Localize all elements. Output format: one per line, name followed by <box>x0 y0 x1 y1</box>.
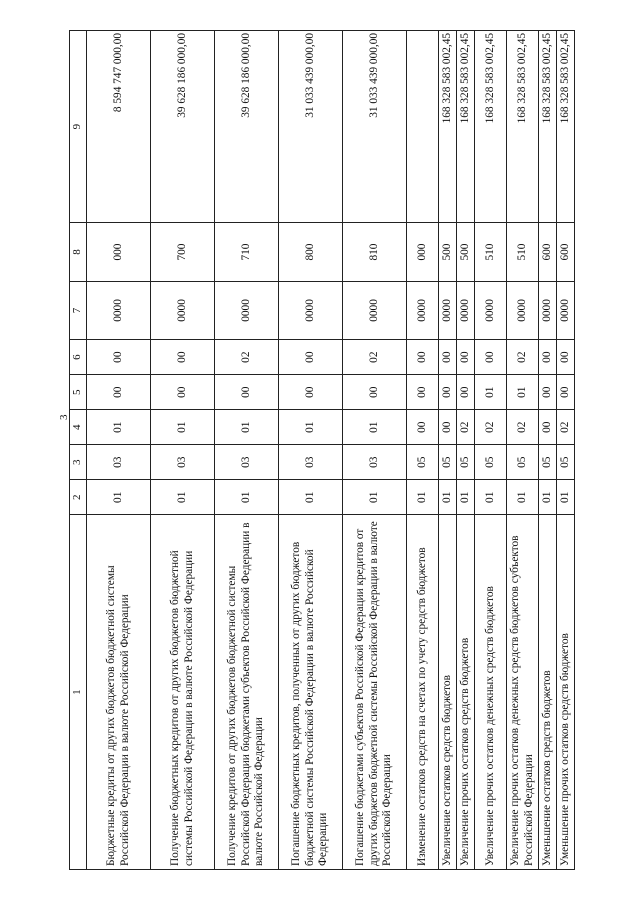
code-cell-c8: 510 <box>507 223 539 281</box>
code-cell-c7: 0000 <box>457 281 475 339</box>
code-cell-c3: 03 <box>215 445 279 480</box>
table-row <box>215 31 279 870</box>
amount-cell: 168 328 583 002,45 <box>557 31 575 223</box>
row-name-cell: Получение кредитов от других бюджетов бюджетной системы Российской Федерации бюджетами субъектов Российской Федерации в валюте Российской Федерации <box>215 515 279 870</box>
amount-cell: 31 033 439 000,00 <box>279 31 343 223</box>
code-cell-c4: 00 <box>407 410 439 445</box>
code-cell-c3: 05 <box>407 445 439 480</box>
code-cell-c5: 00 <box>215 375 279 410</box>
code-cell-c6: 02 <box>343 340 407 375</box>
code-cell-c3: 03 <box>87 445 151 480</box>
column-header: 9 <box>70 31 87 223</box>
code-cell-c7: 0000 <box>507 281 539 339</box>
code-cell-c3: 05 <box>475 445 507 480</box>
code-cell-c6: 00 <box>557 340 575 375</box>
row-name-cell: Уменьшение остатков средств бюджетов <box>539 515 557 870</box>
code-cell-c6: 00 <box>439 340 457 375</box>
table-row <box>439 31 457 870</box>
code-cell-c8: 700 <box>151 223 215 281</box>
table-row <box>539 31 557 870</box>
code-cell-c7: 0000 <box>343 281 407 339</box>
amount-cell: 39 628 186 000,00 <box>151 31 215 223</box>
code-cell-c8: 710 <box>215 223 279 281</box>
code-cell-c5: 00 <box>439 375 457 410</box>
row-name-cell: Изменение остатков средств на счетах по учету средств бюджетов <box>407 515 439 870</box>
row-name-cell: Погашение бюджетами субъектов Российской Федерации кредитов от других бюджетов бюджетной системы Российской Федерации в валюте Российской Федерации <box>343 515 407 870</box>
column-header: 1 <box>70 515 87 870</box>
code-cell-c8: 510 <box>475 223 507 281</box>
code-cell-c2: 01 <box>343 480 407 515</box>
code-cell-c4: 01 <box>279 410 343 445</box>
amount-cell: 39 628 186 000,00 <box>215 31 279 223</box>
code-cell-c8: 500 <box>439 223 457 281</box>
code-cell-c4: 00 <box>539 410 557 445</box>
row-name-cell: Увеличение прочих остатков денежных средств бюджетов субъектов Российской Федерации <box>507 515 539 870</box>
code-cell-c4: 02 <box>475 410 507 445</box>
code-cell-c2: 01 <box>507 480 539 515</box>
code-cell-c8: 000 <box>87 223 151 281</box>
code-cell-c7: 0000 <box>215 281 279 339</box>
page-number: 3 <box>58 414 70 420</box>
column-header: 6 <box>70 340 87 375</box>
code-cell-c2: 01 <box>539 480 557 515</box>
code-cell-c8: 500 <box>457 223 475 281</box>
code-cell-c3: 05 <box>539 445 557 480</box>
code-cell-c3: 03 <box>343 445 407 480</box>
table-row <box>407 31 439 870</box>
code-cell-c5: 00 <box>407 375 439 410</box>
code-cell-c6: 00 <box>279 340 343 375</box>
code-cell-c4: 01 <box>343 410 407 445</box>
amount-cell: 168 328 583 002,45 <box>507 31 539 223</box>
code-cell-c5: 00 <box>343 375 407 410</box>
column-header: 4 <box>70 410 87 445</box>
code-cell-c4: 02 <box>557 410 575 445</box>
code-cell-c4: 01 <box>215 410 279 445</box>
code-cell-c5: 00 <box>539 375 557 410</box>
code-cell-c2: 01 <box>215 480 279 515</box>
code-cell-c2: 01 <box>151 480 215 515</box>
amount-cell <box>407 31 439 223</box>
amount-cell: 168 328 583 002,45 <box>539 31 557 223</box>
table-row <box>343 31 407 870</box>
code-cell-c7: 0000 <box>151 281 215 339</box>
code-cell-c3: 05 <box>457 445 475 480</box>
code-cell-c8: 600 <box>539 223 557 281</box>
code-cell-c8: 800 <box>279 223 343 281</box>
amount-cell: 168 328 583 002,45 <box>439 31 457 223</box>
table-row <box>557 31 575 870</box>
code-cell-c7: 0000 <box>475 281 507 339</box>
code-cell-c8: 000 <box>407 223 439 281</box>
code-cell-c7: 0000 <box>539 281 557 339</box>
table-row <box>87 31 151 870</box>
row-name-cell: Получение бюджетных кредитов от других бюджетов бюджетной системы Российской Федерации в валюте Российской Федерации <box>151 515 215 870</box>
table-row <box>457 31 475 870</box>
code-cell-c4: 00 <box>439 410 457 445</box>
amount-cell: 8 594 747 000,00 <box>87 31 151 223</box>
code-cell-c2: 01 <box>457 480 475 515</box>
row-name-cell: Увеличение прочих остатков денежных средств бюджетов <box>475 515 507 870</box>
table-row <box>475 31 507 870</box>
budget-sources-table <box>69 30 575 870</box>
code-cell-c3: 05 <box>507 445 539 480</box>
row-name-cell: Увеличение прочих остатков средств бюджетов <box>457 515 475 870</box>
code-cell-c5: 00 <box>457 375 475 410</box>
code-cell-c2: 01 <box>279 480 343 515</box>
amount-cell: 168 328 583 002,45 <box>475 31 507 223</box>
table-row <box>507 31 539 870</box>
code-cell-c7: 0000 <box>279 281 343 339</box>
code-cell-c5: 01 <box>507 375 539 410</box>
code-cell-c4: 01 <box>87 410 151 445</box>
code-cell-c3: 05 <box>439 445 457 480</box>
code-cell-c2: 01 <box>475 480 507 515</box>
code-cell-c6: 00 <box>475 340 507 375</box>
header-row <box>70 31 87 870</box>
row-name-cell: Уменьшение прочих остатков средств бюджетов <box>557 515 575 870</box>
code-cell-c7: 0000 <box>407 281 439 339</box>
code-cell-c6: 02 <box>215 340 279 375</box>
code-cell-c8: 810 <box>343 223 407 281</box>
code-cell-c3: 03 <box>279 445 343 480</box>
budget-table-rotated <box>69 30 571 870</box>
code-cell-c5: 00 <box>87 375 151 410</box>
code-cell-c6: 00 <box>407 340 439 375</box>
code-cell-c6: 00 <box>87 340 151 375</box>
code-cell-c7: 0000 <box>557 281 575 339</box>
code-cell-c6: 02 <box>507 340 539 375</box>
row-name-cell: Бюджетные кредиты от других бюджетов бюджетной системы Российской Федерации в валюте Российской Федерации <box>87 515 151 870</box>
code-cell-c2: 01 <box>407 480 439 515</box>
table-row <box>151 31 215 870</box>
column-header: 7 <box>70 281 87 339</box>
code-cell-c6: 00 <box>539 340 557 375</box>
code-cell-c4: 02 <box>507 410 539 445</box>
column-header: 8 <box>70 223 87 281</box>
code-cell-c4: 01 <box>151 410 215 445</box>
row-name-cell: Погашение бюджетных кредитов, полученных от других бюджетов бюджетной системы Российской Федерации в валюте Российской Федерации <box>279 515 343 870</box>
code-cell-c5: 00 <box>279 375 343 410</box>
code-cell-c2: 01 <box>87 480 151 515</box>
code-cell-c3: 03 <box>151 445 215 480</box>
code-cell-c2: 01 <box>439 480 457 515</box>
column-header: 5 <box>70 375 87 410</box>
code-cell-c8: 600 <box>557 223 575 281</box>
code-cell-c5: 00 <box>151 375 215 410</box>
code-cell-c7: 0000 <box>87 281 151 339</box>
code-cell-c7: 0000 <box>439 281 457 339</box>
code-cell-c5: 00 <box>557 375 575 410</box>
code-cell-c5: 01 <box>475 375 507 410</box>
amount-cell: 31 033 439 000,00 <box>343 31 407 223</box>
column-header: 3 <box>70 445 87 480</box>
amount-cell: 168 328 583 002,45 <box>457 31 475 223</box>
column-header: 2 <box>70 480 87 515</box>
code-cell-c6: 00 <box>457 340 475 375</box>
code-cell-c4: 02 <box>457 410 475 445</box>
table-row <box>279 31 343 870</box>
row-name-cell: Увеличение остатков средств бюджетов <box>439 515 457 870</box>
code-cell-c6: 00 <box>151 340 215 375</box>
code-cell-c3: 05 <box>557 445 575 480</box>
code-cell-c2: 01 <box>557 480 575 515</box>
